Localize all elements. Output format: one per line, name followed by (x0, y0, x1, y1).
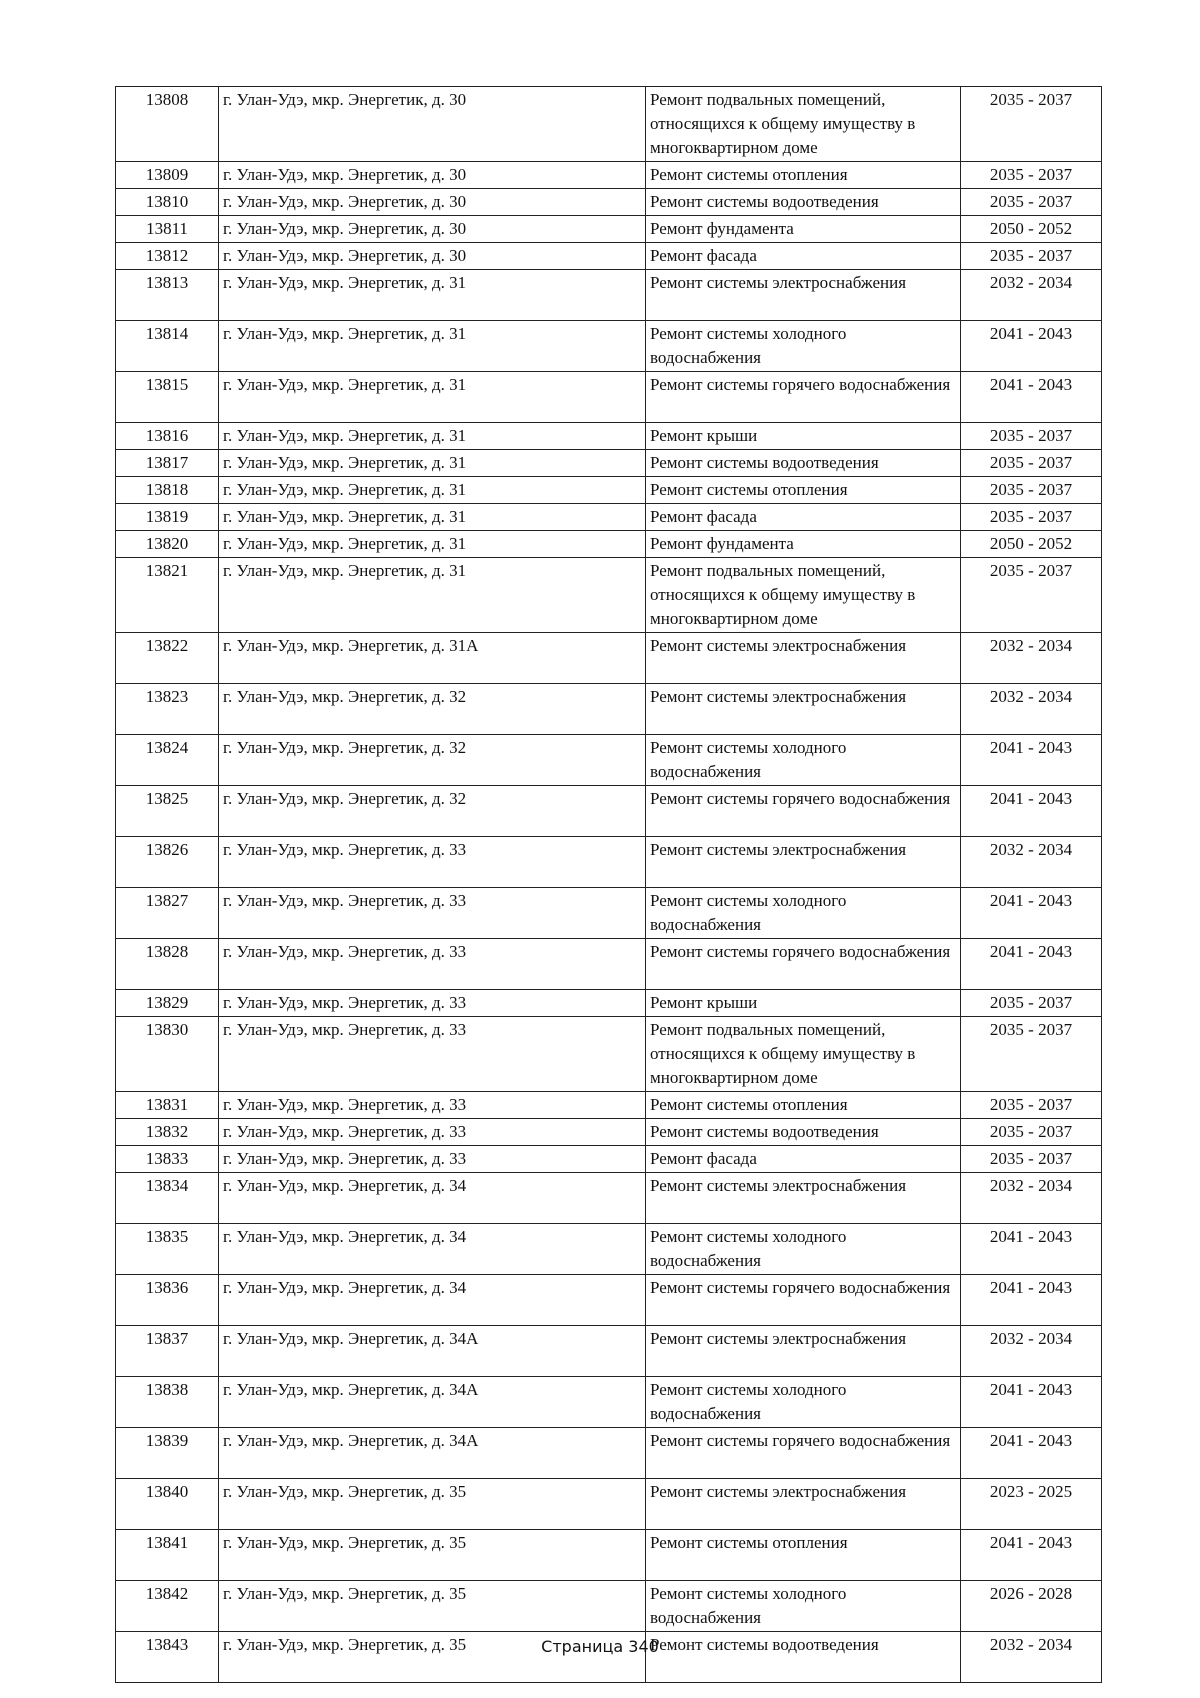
work-type-cell: Ремонт системы горячего водоснабжения (646, 1428, 961, 1479)
period-cell: 2041 - 2043 (961, 939, 1102, 990)
period-cell: 2035 - 2037 (961, 423, 1102, 450)
work-type-cell: Ремонт системы электроснабжения (646, 684, 961, 735)
work-type-cell: Ремонт системы электроснабжения (646, 1479, 961, 1530)
work-type-cell: Ремонт подвальных помещений, относящихся к общему имуществу в многоквартирном доме (646, 1017, 961, 1092)
table-row (116, 1581, 1102, 1632)
work-type-cell: Ремонт системы отопления (646, 162, 961, 189)
row-number: 13825 (116, 786, 219, 837)
address-cell: г. Улан-Удэ, мкр. Энергетик, д. 31 (219, 558, 646, 633)
table-row (116, 837, 1102, 888)
row-number: 13837 (116, 1326, 219, 1377)
row-number: 13833 (116, 1146, 219, 1173)
address-cell: г. Улан-Удэ, мкр. Энергетик, д. 35 (219, 1632, 646, 1683)
work-type-cell: Ремонт системы холодного водоснабжения (646, 321, 961, 372)
row-number: 13834 (116, 1173, 219, 1224)
table-row (116, 372, 1102, 423)
row-number: 13823 (116, 684, 219, 735)
work-type-cell: Ремонт системы отопления (646, 1530, 961, 1581)
table-row (116, 423, 1102, 450)
work-type-cell: Ремонт системы электроснабжения (646, 270, 961, 321)
work-type-cell: Ремонт подвальных помещений, относящихся к общему имуществу в многоквартирном доме (646, 87, 961, 162)
row-number: 13839 (116, 1428, 219, 1479)
table-row (116, 270, 1102, 321)
table-row (116, 735, 1102, 786)
address-cell: г. Улан-Удэ, мкр. Энергетик, д. 32 (219, 786, 646, 837)
period-cell: 2041 - 2043 (961, 888, 1102, 939)
address-cell: г. Улан-Удэ, мкр. Энергетик, д. 31 (219, 477, 646, 504)
work-type-cell: Ремонт системы электроснабжения (646, 633, 961, 684)
row-number: 13821 (116, 558, 219, 633)
address-cell: г. Улан-Удэ, мкр. Энергетик, д. 35 (219, 1581, 646, 1632)
table-row (116, 1428, 1102, 1479)
table-row (116, 450, 1102, 477)
period-cell: 2035 - 2037 (961, 1119, 1102, 1146)
work-type-cell: Ремонт фасада (646, 243, 961, 270)
work-type-cell: Ремонт фундамента (646, 531, 961, 558)
address-cell: г. Улан-Удэ, мкр. Энергетик, д. 34А (219, 1326, 646, 1377)
period-cell: 2032 - 2034 (961, 1632, 1102, 1683)
period-cell: 2032 - 2034 (961, 633, 1102, 684)
period-cell: 2032 - 2034 (961, 684, 1102, 735)
work-type-cell: Ремонт системы холодного водоснабжения (646, 888, 961, 939)
work-type-cell: Ремонт системы электроснабжения (646, 1173, 961, 1224)
period-cell: 2035 - 2037 (961, 1092, 1102, 1119)
row-number: 13822 (116, 633, 219, 684)
work-type-cell: Ремонт системы горячего водоснабжения (646, 939, 961, 990)
table-row (116, 939, 1102, 990)
address-cell: г. Улан-Удэ, мкр. Энергетик, д. 30 (219, 87, 646, 162)
table-row (116, 786, 1102, 837)
address-cell: г. Улан-Удэ, мкр. Энергетик, д. 33 (219, 1017, 646, 1092)
table-row (116, 189, 1102, 216)
table-row (116, 87, 1102, 162)
row-number: 13808 (116, 87, 219, 162)
address-cell: г. Улан-Удэ, мкр. Энергетик, д. 34 (219, 1173, 646, 1224)
row-number: 13813 (116, 270, 219, 321)
work-type-cell: Ремонт крыши (646, 423, 961, 450)
row-number: 13843 (116, 1632, 219, 1683)
address-cell: г. Улан-Удэ, мкр. Энергетик, д. 30 (219, 243, 646, 270)
work-type-cell: Ремонт системы водоотведения (646, 189, 961, 216)
row-number: 13829 (116, 990, 219, 1017)
work-type-cell: Ремонт системы электроснабжения (646, 837, 961, 888)
address-cell: г. Улан-Удэ, мкр. Энергетик, д. 34 (219, 1275, 646, 1326)
row-number: 13840 (116, 1479, 219, 1530)
table-row (116, 504, 1102, 531)
address-cell: г. Улан-Удэ, мкр. Энергетик, д. 30 (219, 216, 646, 243)
period-cell: 2035 - 2037 (961, 189, 1102, 216)
table-row (116, 1224, 1102, 1275)
period-cell: 2041 - 2043 (961, 786, 1102, 837)
period-cell: 2035 - 2037 (961, 162, 1102, 189)
period-cell: 2041 - 2043 (961, 1428, 1102, 1479)
address-cell: г. Улан-Удэ, мкр. Энергетик, д. 30 (219, 162, 646, 189)
row-number: 13832 (116, 1119, 219, 1146)
row-number: 13819 (116, 504, 219, 531)
row-number: 13815 (116, 372, 219, 423)
address-cell: г. Улан-Удэ, мкр. Энергетик, д. 31 (219, 450, 646, 477)
period-cell: 2032 - 2034 (961, 1173, 1102, 1224)
table-row (116, 558, 1102, 633)
row-number: 13842 (116, 1581, 219, 1632)
period-cell: 2035 - 2037 (961, 477, 1102, 504)
period-cell: 2035 - 2037 (961, 504, 1102, 531)
address-cell: г. Улан-Удэ, мкр. Энергетик, д. 33 (219, 1092, 646, 1119)
address-cell: г. Улан-Удэ, мкр. Энергетик, д. 31 (219, 504, 646, 531)
row-number: 13828 (116, 939, 219, 990)
work-type-cell: Ремонт системы водоотведения (646, 450, 961, 477)
address-cell: г. Улан-Удэ, мкр. Энергетик, д. 33 (219, 990, 646, 1017)
table-row (116, 1017, 1102, 1092)
address-cell: г. Улан-Удэ, мкр. Энергетик, д. 31 (219, 423, 646, 450)
table-row (116, 633, 1102, 684)
address-cell: г. Улан-Удэ, мкр. Энергетик, д. 33 (219, 939, 646, 990)
period-cell: 2041 - 2043 (961, 372, 1102, 423)
period-cell: 2050 - 2052 (961, 531, 1102, 558)
work-type-cell: Ремонт системы отопления (646, 477, 961, 504)
period-cell: 2050 - 2052 (961, 216, 1102, 243)
address-cell: г. Улан-Удэ, мкр. Энергетик, д. 35 (219, 1479, 646, 1530)
row-number: 13831 (116, 1092, 219, 1119)
work-type-cell: Ремонт крыши (646, 990, 961, 1017)
table-row (116, 477, 1102, 504)
table-row (116, 1479, 1102, 1530)
period-cell: 2035 - 2037 (961, 1017, 1102, 1092)
work-type-cell: Ремонт системы холодного водоснабжения (646, 1581, 961, 1632)
address-cell: г. Улан-Удэ, мкр. Энергетик, д. 31 (219, 531, 646, 558)
address-cell: г. Улан-Удэ, мкр. Энергетик, д. 31 (219, 321, 646, 372)
period-cell: 2026 - 2028 (961, 1581, 1102, 1632)
work-type-cell: Ремонт фасада (646, 1146, 961, 1173)
period-cell: 2032 - 2034 (961, 270, 1102, 321)
period-cell: 2041 - 2043 (961, 1530, 1102, 1581)
row-number: 13817 (116, 450, 219, 477)
row-number: 13812 (116, 243, 219, 270)
work-type-cell: Ремонт системы отопления (646, 1092, 961, 1119)
row-number: 13810 (116, 189, 219, 216)
work-type-cell: Ремонт системы холодного водоснабжения (646, 1377, 961, 1428)
address-cell: г. Улан-Удэ, мкр. Энергетик, д. 34А (219, 1428, 646, 1479)
row-number: 13830 (116, 1017, 219, 1092)
row-number: 13841 (116, 1530, 219, 1581)
work-type-cell: Ремонт системы водоотведения (646, 1119, 961, 1146)
work-type-cell: Ремонт системы холодного водоснабжения (646, 1224, 961, 1275)
period-cell: 2035 - 2037 (961, 243, 1102, 270)
address-cell: г. Улан-Удэ, мкр. Энергетик, д. 31 (219, 270, 646, 321)
address-cell: г. Улан-Удэ, мкр. Энергетик, д. 31 (219, 372, 646, 423)
row-number: 13816 (116, 423, 219, 450)
table-row (116, 243, 1102, 270)
period-cell: 2041 - 2043 (961, 1275, 1102, 1326)
period-cell: 2023 - 2025 (961, 1479, 1102, 1530)
period-cell: 2032 - 2034 (961, 1326, 1102, 1377)
work-type-cell: Ремонт системы горячего водоснабжения (646, 1275, 961, 1326)
row-number: 13809 (116, 162, 219, 189)
row-number: 13818 (116, 477, 219, 504)
address-cell: г. Улан-Удэ, мкр. Энергетик, д. 35 (219, 1530, 646, 1581)
address-cell: г. Улан-Удэ, мкр. Энергетик, д. 34 (219, 1224, 646, 1275)
table-row (116, 1173, 1102, 1224)
table-row (116, 531, 1102, 558)
work-type-cell: Ремонт системы электроснабжения (646, 1326, 961, 1377)
row-number: 13827 (116, 888, 219, 939)
period-cell: 2035 - 2037 (961, 990, 1102, 1017)
row-number: 13811 (116, 216, 219, 243)
period-cell: 2041 - 2043 (961, 1224, 1102, 1275)
period-cell: 2035 - 2037 (961, 450, 1102, 477)
table-row (116, 1146, 1102, 1173)
period-cell: 2032 - 2034 (961, 837, 1102, 888)
table-row (116, 684, 1102, 735)
work-type-cell: Ремонт системы холодного водоснабжения (646, 735, 961, 786)
work-type-cell: Ремонт системы горячего водоснабжения (646, 786, 961, 837)
period-cell: 2041 - 2043 (961, 321, 1102, 372)
work-type-cell: Ремонт системы водоотведения (646, 1632, 961, 1683)
address-cell: г. Улан-Удэ, мкр. Энергетик, д. 33 (219, 1146, 646, 1173)
address-cell: г. Улан-Удэ, мкр. Энергетик, д. 31А (219, 633, 646, 684)
row-number: 13814 (116, 321, 219, 372)
row-number: 13835 (116, 1224, 219, 1275)
table-row (116, 1119, 1102, 1146)
address-cell: г. Улан-Удэ, мкр. Энергетик, д. 34А (219, 1377, 646, 1428)
address-cell: г. Улан-Удэ, мкр. Энергетик, д. 32 (219, 684, 646, 735)
work-type-cell: Ремонт подвальных помещений, относящихся к общему имуществу в многоквартирном доме (646, 558, 961, 633)
row-number: 13838 (116, 1377, 219, 1428)
table-row (116, 1530, 1102, 1581)
period-cell: 2041 - 2043 (961, 1377, 1102, 1428)
work-type-cell: Ремонт фасада (646, 504, 961, 531)
table-row (116, 1275, 1102, 1326)
table-row (116, 1092, 1102, 1119)
period-cell: 2041 - 2043 (961, 735, 1102, 786)
page-number: Страница 340 (541, 1637, 659, 1656)
table-row (116, 321, 1102, 372)
row-number: 13826 (116, 837, 219, 888)
table-row (116, 216, 1102, 243)
work-type-cell: Ремонт системы горячего водоснабжения (646, 372, 961, 423)
row-number: 13836 (116, 1275, 219, 1326)
address-cell: г. Улан-Удэ, мкр. Энергетик, д. 33 (219, 1119, 646, 1146)
row-number: 13824 (116, 735, 219, 786)
period-cell: 2035 - 2037 (961, 87, 1102, 162)
address-cell: г. Улан-Удэ, мкр. Энергетик, д. 30 (219, 189, 646, 216)
row-number: 13820 (116, 531, 219, 558)
table-row (116, 1326, 1102, 1377)
table-row (116, 1377, 1102, 1428)
table-row (116, 888, 1102, 939)
repair-schedule-table (115, 86, 1102, 1683)
table-row (116, 162, 1102, 189)
address-cell: г. Улан-Удэ, мкр. Энергетик, д. 32 (219, 735, 646, 786)
table-row (116, 990, 1102, 1017)
period-cell: 2035 - 2037 (961, 558, 1102, 633)
address-cell: г. Улан-Удэ, мкр. Энергетик, д. 33 (219, 837, 646, 888)
table-body (116, 87, 1102, 1683)
address-cell: г. Улан-Удэ, мкр. Энергетик, д. 33 (219, 888, 646, 939)
work-type-cell: Ремонт фундамента (646, 216, 961, 243)
period-cell: 2035 - 2037 (961, 1146, 1102, 1173)
